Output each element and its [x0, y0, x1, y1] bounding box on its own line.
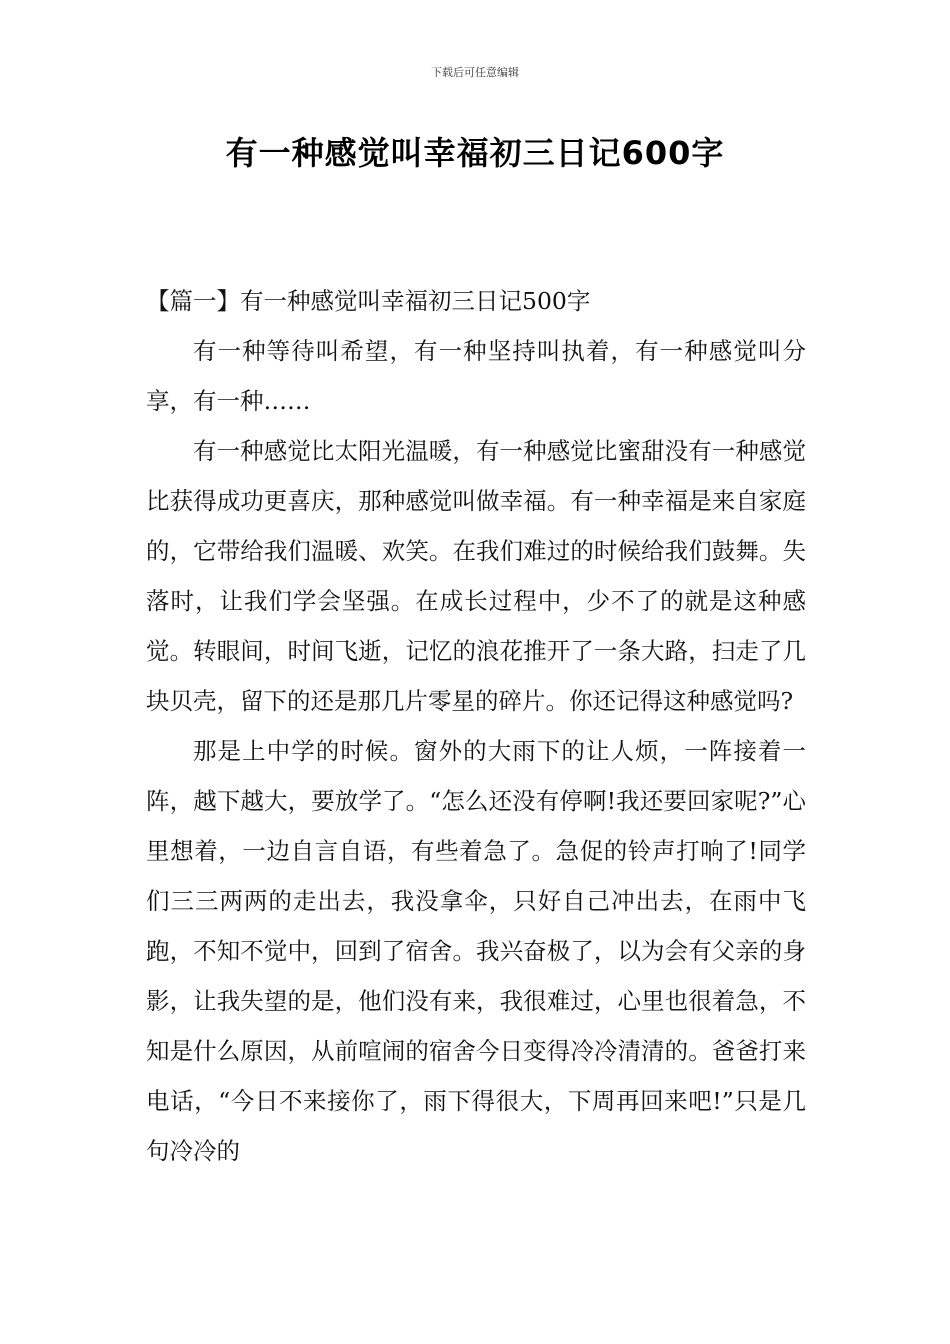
- paragraph: 那是上中学的时候。窗外的大雨下的让人烦，一阵接着一阵，越下越大，要放学了。“怎么还没有停啊!我还要回家呢?”心里想着，一边自言自语，有些着急了。急促的铃声打响了!同学们三三两两的走出去，我没拿伞，只好自己冲出去，在雨中飞跑，不知不觉中，回到了宿舍。我兴奋极了，以为会有父亲的身影，让我失望的是，他们没有来，我很难过，心里也很着急，不知是什么原因，从前喧闹的宿舍今日变得冷冷清清的。爸爸打来电话，“今日不来接你了，雨下得很大，下周再回来吧!”只是几句冷冷的: [146, 737, 806, 1165]
- paragraph: 有一种等待叫希望，有一种坚持叫执着，有一种感觉叫分享，有一种……: [146, 337, 806, 415]
- section-heading: 【篇一】有一种感觉叫幸福初三日记500字: [146, 287, 591, 315]
- paragraph: 有一种感觉比太阳光温暖，有一种感觉比蜜甜没有一种感觉比获得成功更喜庆，那种感觉叫做幸福。有一种幸福是来自家庭的，它带给我们温暖、欢笑。在我们难过的时候给我们鼓舞。失落时，让我们学会坚强。在成长过程中，少不了的就是这种感觉。转眼间，时间飞逝，记忆的浪花推开了一条大路，扫走了几块贝壳，留下的还是那几片零星的碎片。你还记得这种感觉吗?: [146, 437, 806, 715]
- header-note: 下载后可任意编辑: [431, 66, 519, 79]
- document-body: [146, 276, 806, 1176]
- page-title: 有一种感觉叫幸福初三日记600字: [225, 134, 725, 172]
